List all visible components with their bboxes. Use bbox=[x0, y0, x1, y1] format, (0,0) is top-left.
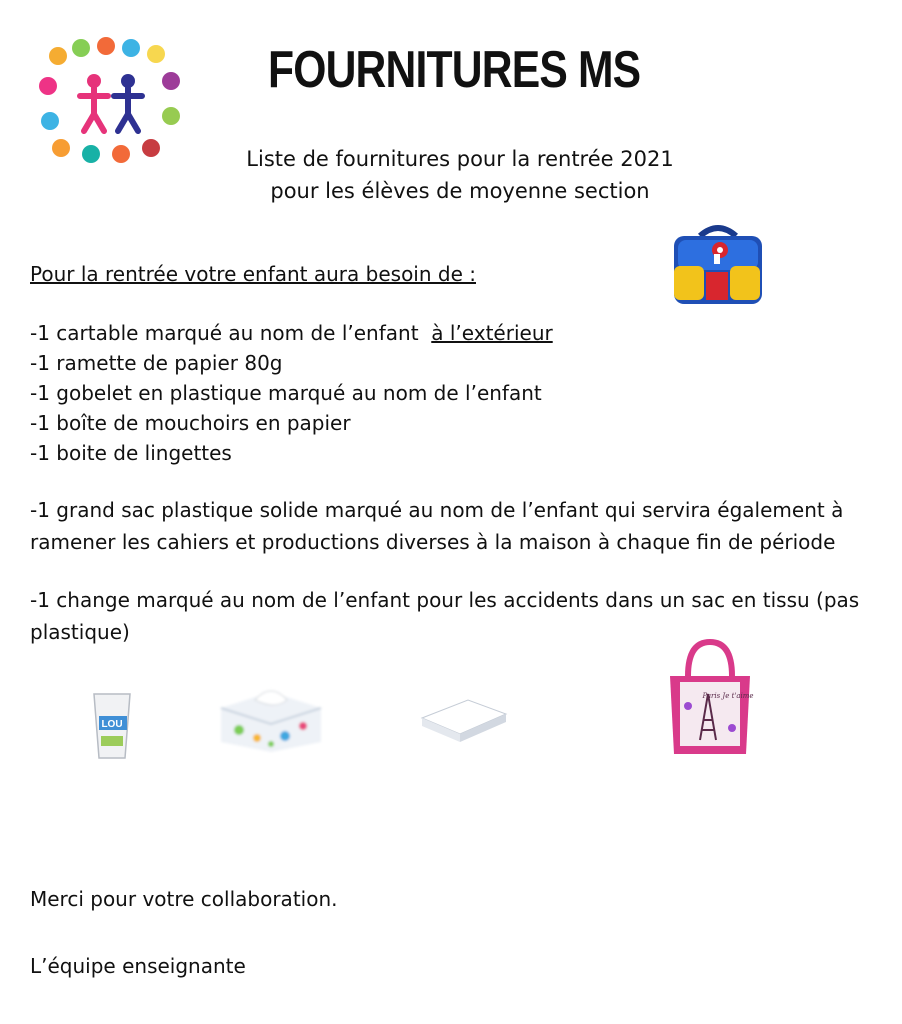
item-satchel-text: -1 cartable marqué au nom de l’enfant bbox=[30, 321, 419, 345]
intro-text: Pour la rentrée votre enfant aura besoin de : bbox=[30, 262, 476, 286]
list-item: -1 boite de lingettes bbox=[30, 441, 232, 465]
list-item: -1 boîte de mouchoirs en papier bbox=[30, 411, 351, 435]
subtitle-line-2: pour les élèves de moyenne section bbox=[270, 179, 650, 203]
subtitle bbox=[200, 143, 720, 207]
item-satchel-underlined: à l’extérieur bbox=[431, 321, 553, 345]
colorful-hands-logo bbox=[36, 36, 186, 166]
thanks-text: Merci pour votre collaboration. bbox=[30, 887, 338, 911]
subtitle-line-1: Liste de fournitures pour la rentrée 2021 bbox=[246, 147, 674, 171]
bag-paragraph: -1 grand sac plastique solide marqué au nom de l’enfant qui servira également à ramener les cahiers et productions diverses à la maison à chaque fin de période bbox=[30, 498, 844, 554]
paper-ream-image bbox=[418, 688, 510, 746]
shopping-bag-image bbox=[664, 636, 756, 758]
page-title: FOURNITURES MS bbox=[268, 41, 641, 99]
change-paragraph: -1 change marqué au nom de l’enfant pour les accidents dans un sac en tissu (pas plastique) bbox=[30, 588, 860, 644]
tissue-box-image bbox=[215, 680, 327, 754]
list-item bbox=[30, 318, 553, 348]
plastic-cup-image bbox=[90, 690, 134, 762]
list-item: -1 gobelet en plastique marqué au nom de l’enfant bbox=[30, 381, 542, 405]
school-satchel-image bbox=[668, 222, 768, 308]
signature-text: L’équipe enseignante bbox=[30, 954, 246, 978]
supplies-list bbox=[30, 318, 553, 468]
cup-label: LOU bbox=[101, 719, 123, 730]
list-item: -1 ramette de papier 80g bbox=[30, 351, 283, 375]
bag-label: Paris Je t'aime bbox=[702, 692, 754, 700]
